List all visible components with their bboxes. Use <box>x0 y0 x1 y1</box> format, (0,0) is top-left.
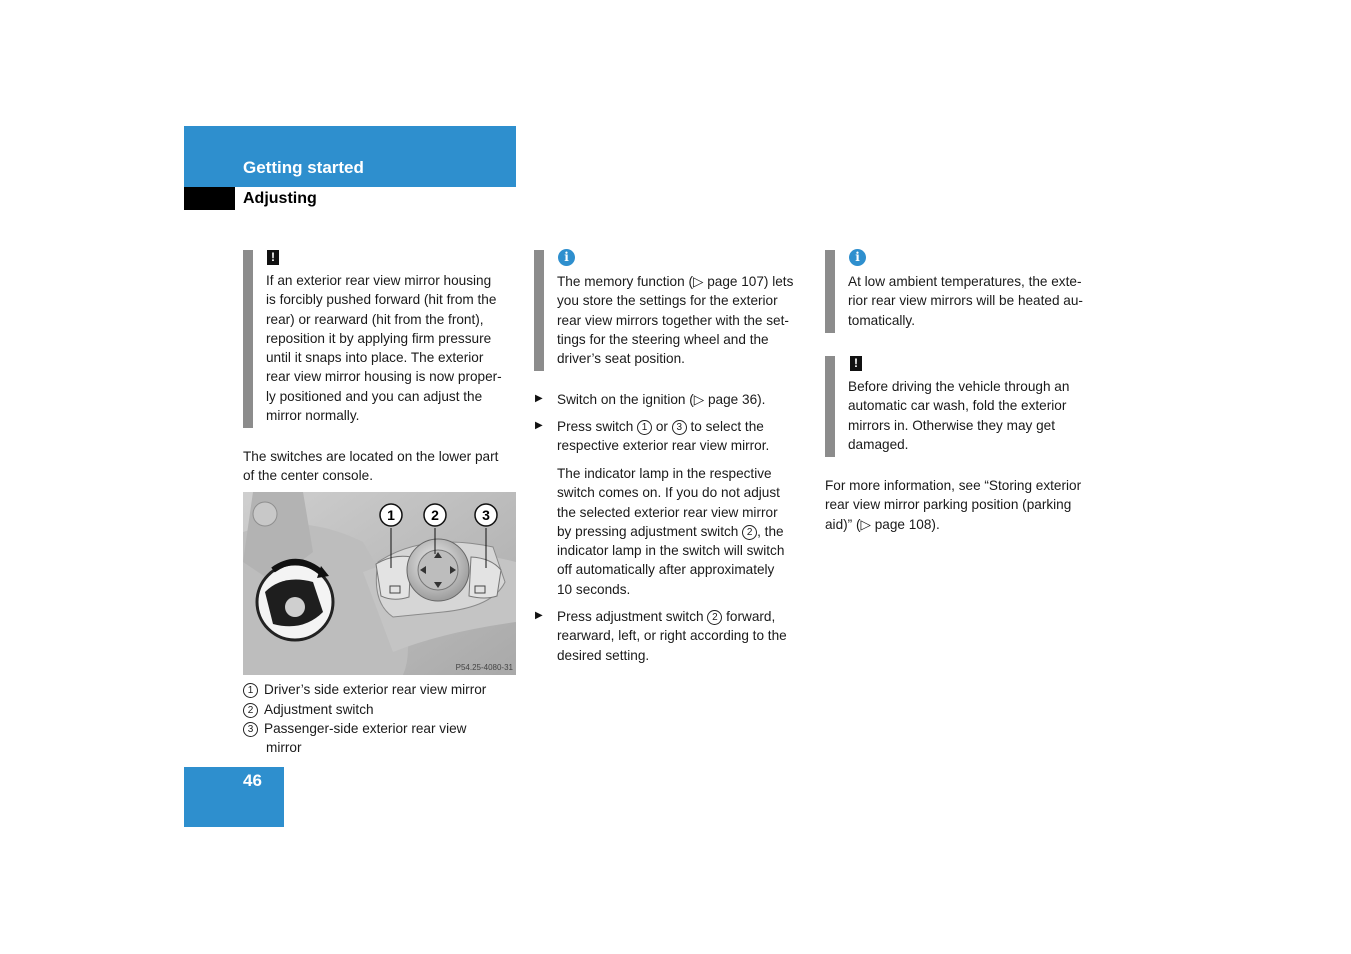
text-line: aid)” (▷ page 108). <box>825 516 940 532</box>
text-line: is forcibly pushed forward (hit from the <box>266 292 497 308</box>
text-line: rear) or rearward (hit from the front), <box>266 311 484 327</box>
legend-text: Driver’s side exterior rear view mirror <box>264 682 487 697</box>
text-line: tings for the steering wheel and the <box>557 331 769 347</box>
step-2 <box>557 417 817 456</box>
number-badge: 1 <box>243 683 258 698</box>
text-line: At low ambient temperatures, the exte- <box>848 274 1082 289</box>
number-badge: 2 <box>742 525 757 540</box>
text-line: rear view mirror parking position (parking <box>825 497 1072 513</box>
text-line: If an exterior rear view mirror housing <box>266 273 492 288</box>
section-title: Getting started <box>243 158 364 177</box>
text-line: mirrors in. Otherwise they may get <box>848 417 1055 433</box>
page-number-box <box>184 767 284 827</box>
console-switch-figure <box>243 492 516 675</box>
info-icon: i <box>849 249 866 266</box>
text-line: The switches are located on the lower part <box>243 449 499 464</box>
legend-text: Adjustment switch <box>264 702 374 717</box>
text-line: mirror normally. <box>266 408 360 424</box>
step-bullet-icon: ▶ <box>535 420 543 431</box>
legend-text: Passenger-side exterior rear view <box>264 721 467 736</box>
info-text <box>848 272 1108 330</box>
number-badge: 2 <box>243 703 258 718</box>
number-badge: 3 <box>672 420 687 435</box>
warning-icon: ! <box>850 356 862 371</box>
warning-icon: ! <box>267 250 279 265</box>
text-line: The indicator lamp in the respective <box>557 466 772 481</box>
text-line: of the center console. <box>243 468 373 484</box>
info-bar <box>825 250 835 333</box>
callout-2: 2 <box>431 507 439 523</box>
info-icon: i <box>558 249 575 266</box>
text-line: rear view mirrors together with the set- <box>557 312 789 328</box>
text-span: by pressing adjustment switch <box>557 523 739 539</box>
text-line: reposition it by applying firm pressure <box>266 330 492 346</box>
callout-3: 3 <box>482 507 490 523</box>
text-span: Press adjustment switch <box>557 609 704 624</box>
warning-text <box>266 271 526 425</box>
text-line: off automatically after approximately <box>557 562 775 578</box>
text-line: tomatically. <box>848 312 915 328</box>
text-line: indicator lamp in the switch will switch <box>557 543 785 559</box>
text-line: damaged. <box>848 436 909 452</box>
text-line: respective exterior rear view mirror. <box>557 438 770 454</box>
text-line: For more information, see “Storing exterior <box>825 478 1082 493</box>
step-bullet-icon: ▶ <box>535 393 543 404</box>
section-marker <box>184 187 235 210</box>
text-line: the selected exterior rear view mirror <box>557 504 778 520</box>
text-line: The memory function (▷ page 107) lets <box>557 274 794 289</box>
legend-item-1 <box>243 680 486 699</box>
step-1: Switch on the ignition (▷ page 36). <box>557 392 766 407</box>
callout-1: 1 <box>387 507 395 523</box>
step-3 <box>557 607 817 665</box>
step-bullet-icon: ▶ <box>535 610 543 621</box>
text-line <box>557 522 817 541</box>
legend-item-2 <box>243 700 374 719</box>
number-badge: 2 <box>707 610 722 625</box>
number-badge: 3 <box>243 722 258 737</box>
warning-text <box>848 377 1108 454</box>
text-span: forward, <box>726 609 776 624</box>
intro-text <box>243 447 523 486</box>
text-line: rearward, left, or right according to the <box>557 628 787 644</box>
legend-item-3 <box>243 719 466 738</box>
warning-bar <box>825 356 835 457</box>
figure-code: P54.25-4080-31 <box>455 663 513 672</box>
number-badge: 1 <box>637 420 652 435</box>
subsection-title: Adjusting <box>243 190 317 207</box>
warning-bar <box>243 250 253 428</box>
info-bar <box>534 250 544 371</box>
text-span: , the <box>757 523 784 539</box>
text-line: automatic car wash, fold the exterior <box>848 398 1067 414</box>
step-2-note <box>557 464 817 599</box>
text-line: switch comes on. If you do not adjust <box>557 485 780 501</box>
text-line: rear view mirror housing is now proper- <box>266 369 502 385</box>
page-number: 46 <box>243 771 262 790</box>
text-line: you store the settings for the exterior <box>557 293 778 309</box>
text-line: desired setting. <box>557 647 650 663</box>
text-line: 10 seconds. <box>557 581 631 597</box>
info-text <box>557 272 817 368</box>
text-line <box>557 417 817 436</box>
text-line: rior rear view mirrors will be heated au- <box>848 293 1083 309</box>
text-line: until it snaps into place. The exterior <box>266 350 484 366</box>
text-span: to select the <box>690 419 764 434</box>
text-line: ly positioned and you can adjust the <box>266 388 483 404</box>
legend-item-3-cont: mirror <box>266 740 302 755</box>
more-info-text <box>825 476 1115 534</box>
text-span: Press switch <box>557 419 634 434</box>
console-illustration <box>243 492 516 675</box>
text-span: or <box>655 419 668 434</box>
text-line: driver’s seat position. <box>557 351 685 367</box>
text-line: Before driving the vehicle through an <box>848 379 1070 394</box>
text-line <box>557 607 817 626</box>
